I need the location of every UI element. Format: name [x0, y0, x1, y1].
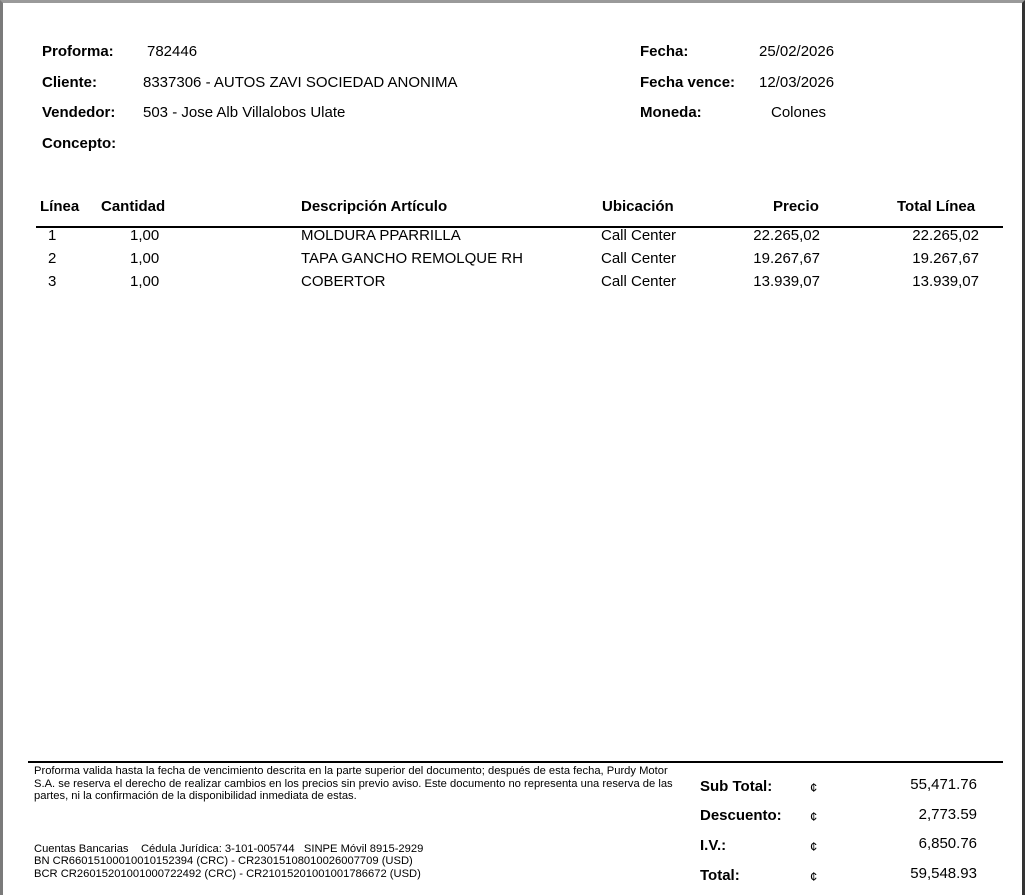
bank-line-1: Cuentas Bancarias Cédula Jurídica: 3-101-005744 SINPE Móvil 8915-2929	[34, 843, 424, 855]
iv-currency: ¢	[810, 839, 818, 854]
proforma-number: 782446	[147, 43, 198, 60]
footer-divider	[28, 761, 1003, 763]
fecha-label: Fecha:	[640, 43, 689, 60]
total-value: 59,548.93	[910, 865, 977, 882]
row-ubicacion: Call Center	[601, 273, 677, 290]
cliente-label: Cliente:	[42, 74, 98, 91]
row-cantidad: 1,00	[130, 250, 160, 267]
row-total: 19.267,67	[912, 250, 979, 267]
col-header-ubicacion: Ubicación	[602, 198, 674, 215]
subtotal-label: Sub Total:	[700, 778, 773, 795]
moneda-label: Moneda:	[640, 104, 702, 121]
bank-line-3: BCR CR26015201001000722492 (CRC) - CR21015201001001786672 (USD)	[34, 867, 421, 880]
row-total: 22.265,02	[912, 227, 979, 244]
cliente-value: 8337306 - AUTOS ZAVI SOCIEDAD ANONIMA	[143, 74, 458, 91]
table-row	[6, 227, 1016, 249]
total-currency: ¢	[810, 869, 818, 884]
row-linea: 1	[48, 227, 57, 244]
vendedor-label: Vendedor:	[42, 104, 116, 121]
row-ubicacion: Call Center	[601, 250, 677, 267]
col-header-total-linea: Total Línea	[897, 198, 976, 215]
moneda-value: Colones	[771, 104, 827, 121]
row-linea: 2	[48, 250, 57, 267]
col-header-linea: Línea	[40, 198, 80, 215]
bank-accounts	[34, 843, 684, 880]
row-precio: 19.267,67	[753, 250, 820, 267]
row-descripcion: TAPA GANCHO REMOLQUE RH	[301, 250, 523, 267]
proforma-page	[6, 6, 1016, 895]
iv-label: I.V.:	[700, 837, 727, 854]
descuento-label: Descuento:	[700, 807, 782, 824]
table-row	[6, 250, 1016, 272]
disclaimer-text: Proforma valida hasta la fecha de vencimiento descrita en la parte superior del documento; después de esta fecha, Purdy Motor S.A. se reserva el derecho de realizar cambios en los precios sin previo aviso. Este documento no representa una reserva de las partes, ni la confirmación de la disponibilidad inmediata de estas.	[34, 765, 673, 803]
subtotal-currency: ¢	[810, 780, 818, 795]
row-precio: 13.939,07	[753, 273, 820, 290]
fecha-value: 25/02/2026	[759, 43, 835, 60]
row-linea: 3	[48, 273, 57, 290]
table-row	[6, 273, 1016, 295]
col-header-descripcion: Descripción Artículo	[301, 198, 448, 215]
row-descripcion: MOLDURA PPARRILLA	[301, 227, 461, 244]
row-cantidad: 1,00	[130, 227, 160, 244]
col-header-cantidad: Cantidad	[101, 198, 166, 215]
concepto-label: Concepto:	[42, 135, 117, 152]
vendedor-value: 503 - Jose Alb Villalobos Ulate	[143, 104, 346, 121]
row-descripcion: COBERTOR	[301, 273, 386, 290]
row-cantidad: 1,00	[130, 273, 160, 290]
fecha-vence-label: Fecha vence:	[640, 74, 736, 91]
descuento-currency: ¢	[810, 809, 818, 824]
bank-line-2: BN CR66015100010010152394 (CRC) - CR23015108010026007709 (USD)	[34, 855, 413, 868]
subtotal-value: 55,471.76	[910, 776, 977, 793]
proforma-label: Proforma:	[42, 43, 114, 60]
row-precio: 22.265,02	[753, 227, 820, 244]
iv-value: 6,850.76	[918, 835, 977, 852]
fecha-vence-value: 12/03/2026	[759, 74, 835, 91]
row-total: 13.939,07	[912, 273, 979, 290]
total-label: Total:	[700, 867, 740, 884]
col-header-precio: Precio	[773, 198, 819, 215]
row-ubicacion: Call Center	[601, 227, 677, 244]
descuento-value: 2,773.59	[918, 806, 977, 823]
